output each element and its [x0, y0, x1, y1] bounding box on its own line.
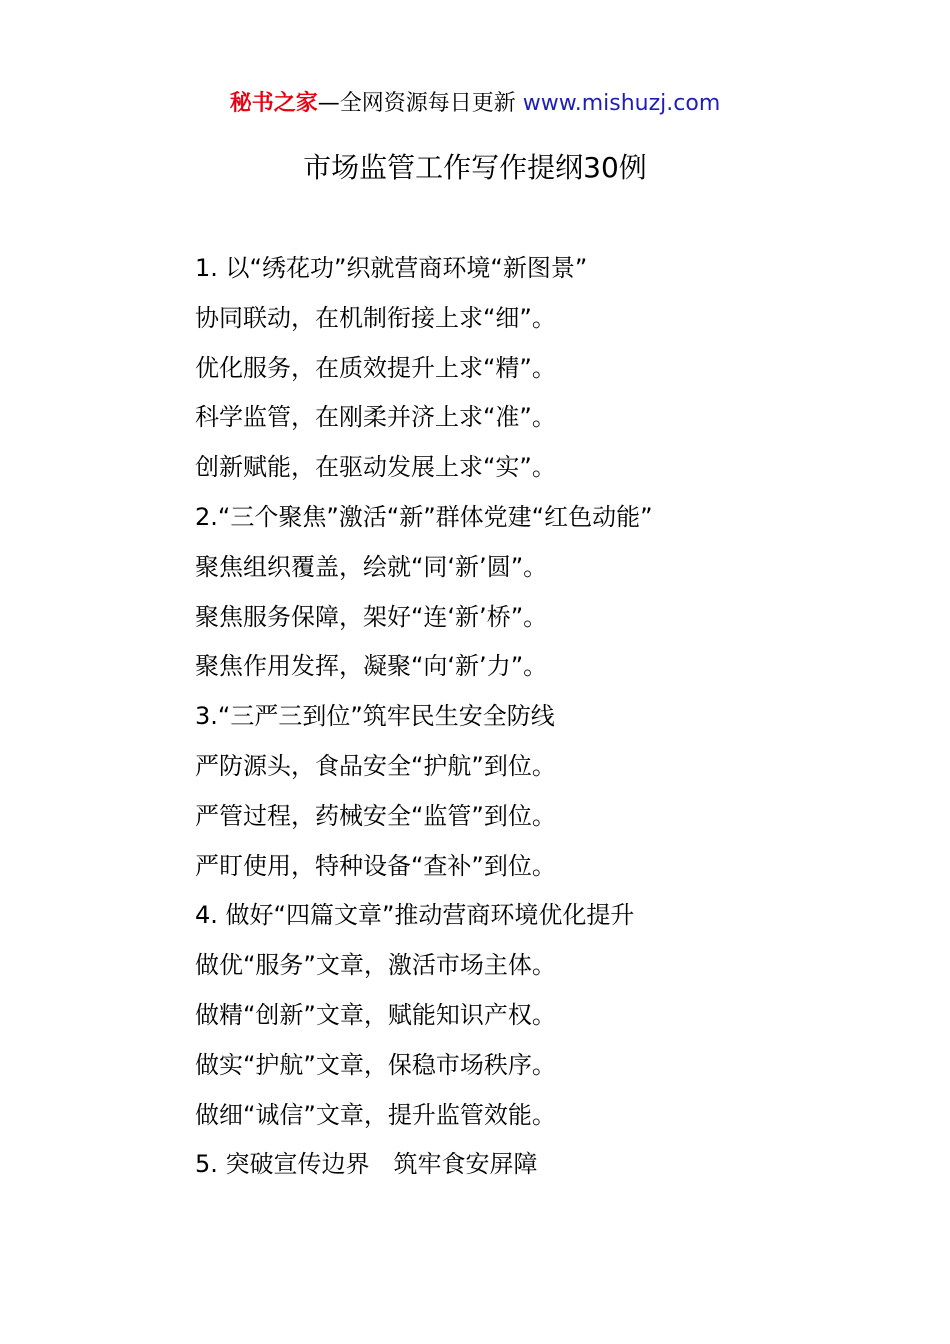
- outline-content: [195, 246, 895, 1192]
- outline-heading-1: 1. 以“绣花功”织就营商环境“新图景”: [195, 254, 588, 282]
- outline-line: 做优“服务”文章，激活市场主体。: [195, 951, 556, 980]
- outline-line: 做实“护航”文章，保稳市场秩序。: [195, 1050, 556, 1079]
- outline-line: 聚焦服务保障，架好“连‘新’桥”。: [195, 602, 548, 631]
- outline-heading-4: 4. 做好“四篇文章”推动营商环境优化提升: [195, 901, 635, 930]
- outline-heading-2: 2.“三个聚焦”激活“新”群体党建“红色动能”: [195, 502, 653, 531]
- outline-line: 聚焦组织覆盖，绘就“同‘新’圆”。: [195, 552, 548, 581]
- outline-line: 优化服务，在质效提升上求“精”。: [195, 353, 556, 382]
- outline-line: 科学监管，在刚柔并济上求“准”。: [195, 403, 556, 432]
- outline-line: 严防源头，食品安全“护航”到位。: [195, 751, 556, 780]
- outline-line: 聚焦作用发挥，凝聚“向‘新’力”。: [195, 652, 548, 681]
- site-header: [0, 86, 950, 122]
- outline-line: 创新赋能，在驱动发展上求“实”。: [195, 453, 556, 482]
- outline-line: 严管过程，药械安全“监管”到位。: [195, 801, 556, 830]
- outline-line: 做细“诚信”文章，提升监管效能。: [195, 1100, 556, 1129]
- outline-heading-5: 5. 突破宣传边界 筑牢食安屏障: [195, 1150, 538, 1179]
- outline-line: 协同联动，在机制衔接上求“细”。: [195, 303, 556, 332]
- outline-heading-3: 3.“三严三到位”筑牢民生安全防线: [195, 702, 555, 731]
- brand-name: 秘书之家: [229, 91, 318, 116]
- document-title: 市场监管工作写作提纲30例: [303, 151, 647, 184]
- site-url-link[interactable]: www.mishuzj.com: [522, 91, 721, 116]
- header-slogan: —全网资源每日更新: [317, 91, 523, 116]
- outline-line: 做精“创新”文章，赋能知识产权。: [195, 1000, 556, 1029]
- outline-line: 严盯使用，特种设备“查补”到位。: [195, 851, 556, 880]
